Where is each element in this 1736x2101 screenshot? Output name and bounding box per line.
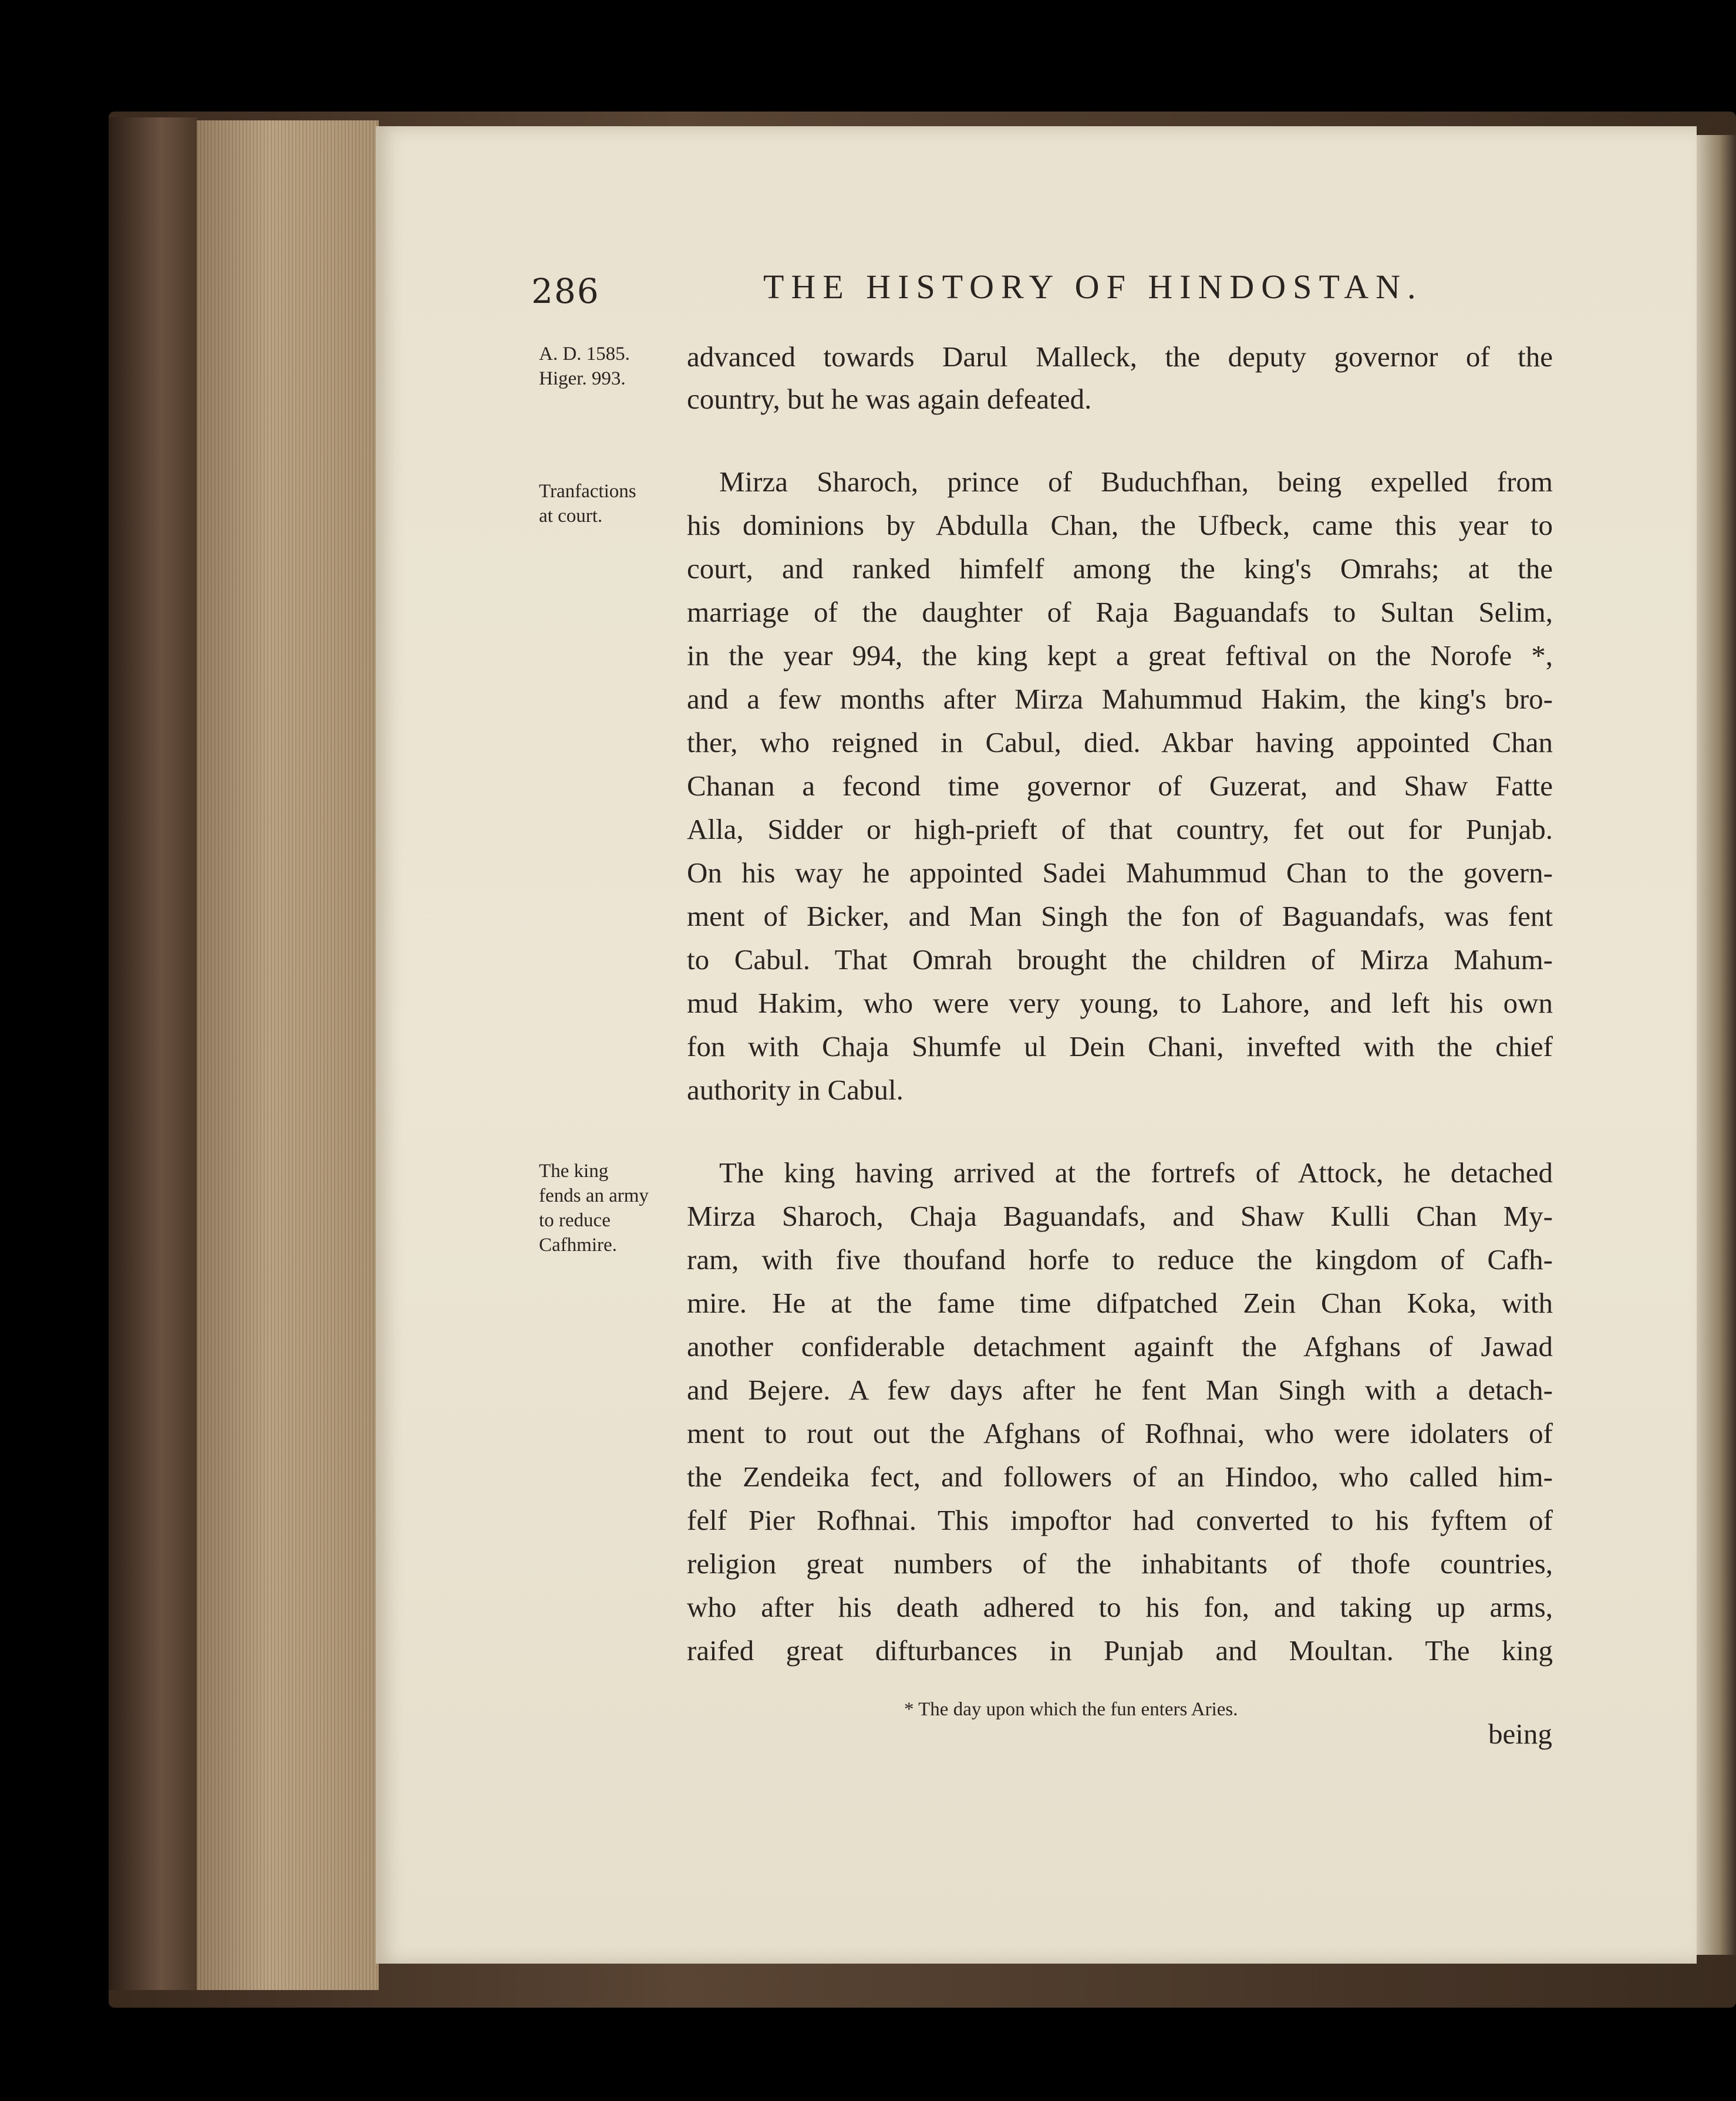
text-line: ment of Bicker, and Man Singh the fon of Baguandafs, was fent: [687, 900, 1553, 932]
book-spine: [109, 117, 197, 1990]
text-line: religion great numbers of the inhabitants of thofe countries,: [687, 1547, 1553, 1580]
text-line: country, but he was again defeated.: [687, 383, 1092, 415]
text-line: marriage of the daughter of Raja Baguandafs to Sultan Selim,: [687, 596, 1553, 628]
text-line: the Zendeika fect, and followers of an Hindoo, who called him-: [687, 1461, 1553, 1493]
text-line: fon with Chaja Shumfe ul Dein Chani, invefted with the chief: [687, 1030, 1553, 1063]
page-edges: [197, 120, 379, 1990]
margin-note-line: A. D. 1585.: [539, 343, 630, 365]
margin-note-date: [539, 342, 630, 391]
text-line: Chanan a fecond time governor of Guzerat, and Shaw Fatte: [687, 770, 1553, 802]
text-line: mire. He at the fame time difpatched Zein Chan Koka, with: [687, 1287, 1553, 1319]
catchword: being: [1488, 1718, 1552, 1750]
text-line: court, and ranked himfelf among the king's Omrahs; at the: [687, 552, 1553, 585]
text-line: ment to rout out the Afghans of Rofhnai, who were idolaters of: [687, 1417, 1553, 1449]
text-line: advanced towards Darul Malleck, the deputy governor of the: [687, 340, 1553, 373]
running-title: THE HISTORY OF HINDOSTAN.: [763, 268, 1423, 306]
text-line: Alla, Sidder or high-prieft of that country, fet out for Punjab.: [687, 813, 1553, 845]
margin-note-transactions: [539, 479, 636, 528]
text-line: in the year 994, the king kept a great feftival on the Norofe *,: [687, 639, 1553, 672]
text-line: mud Hakim, who were very young, to Lahore, and left his own: [687, 987, 1553, 1019]
text-line: who after his death adhered to his fon, and taking up arms,: [687, 1591, 1553, 1623]
text-line: ram, with five thoufand horfe to reduce the kingdom of Cafh-: [687, 1243, 1553, 1276]
margin-note-line: Tranfactions: [539, 481, 636, 502]
text-line: another confiderable detachment againft the Afghans of Jawad: [687, 1330, 1553, 1363]
footnote: * The day upon which the fun enters Aries.: [904, 1699, 1238, 1720]
text-line: and Bejere. A few days after he fent Man Singh with a detach-: [687, 1374, 1553, 1406]
margin-note-line: Higer. 993.: [539, 368, 626, 389]
text-line: felf Pier Rofhnai. This impoftor had converted to his fyftem of: [687, 1504, 1553, 1536]
text-line: On his way he appointed Sadei Mahummud Chan to the govern-: [687, 856, 1553, 889]
text-line: authority in Cabul.: [687, 1074, 904, 1106]
text-line: raifed great difturbances in Punjab and Moultan. The king: [687, 1634, 1553, 1667]
text-line: Mirza Sharoch, Chaja Baguandafs, and Shaw Kulli Chan My-: [687, 1200, 1553, 1232]
text-line: to Cabul. That Omrah brought the children of Mirza Mahum-: [687, 943, 1553, 976]
text-line: ther, who reigned in Cabul, died. Akbar having appointed Chan: [687, 726, 1553, 758]
page-number: 286: [531, 271, 600, 311]
text-line: The king having arrived at the fortrefs of Attock, he detached: [719, 1156, 1553, 1189]
facing-page-edge: [1695, 135, 1736, 1955]
text-line: Mirza Sharoch, prince of Buduchfhan, being expelled from: [719, 466, 1553, 498]
text-line: his dominions by Abdulla Chan, the Ufbeck, came this year to: [687, 509, 1553, 541]
margin-note-army: [539, 1159, 649, 1257]
margin-note-line: at court.: [539, 505, 603, 527]
margin-note-line: The king: [539, 1161, 609, 1182]
margin-note-line: to reduce: [539, 1210, 611, 1231]
margin-note-line: Cafhmire.: [539, 1235, 617, 1256]
text-line: and a few months after Mirza Mahummud Hakim, the king's bro-: [687, 683, 1553, 715]
margin-note-line: fends an army: [539, 1185, 649, 1206]
